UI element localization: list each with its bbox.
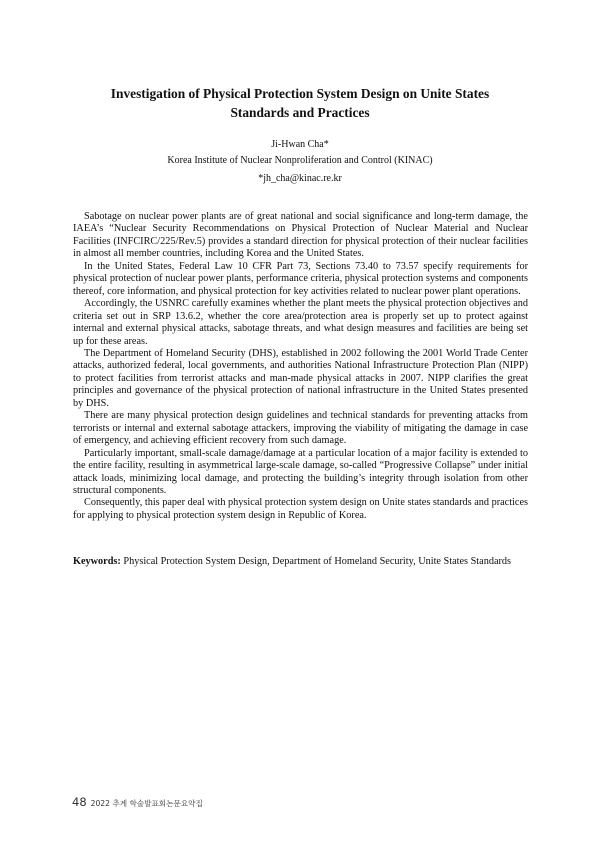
- page-footer: [72, 791, 203, 810]
- abstract-paragraph: Consequently, this paper deal with physical protection system design on Unite states standards and practices for applying to physical protection system design in Republic of Korea.: [73, 497, 528, 521]
- keywords: [73, 556, 528, 568]
- author-affiliation: Korea Institute of Nuclear Nonproliferation and Control (KINAC): [167, 155, 433, 166]
- abstract-body: [73, 211, 528, 522]
- footer-text: 2022 추계 학술발표회논문요약집: [90, 799, 203, 808]
- abstract-paragraph: Particularly important, small-scale damage/damage at a particular location of a major facility is extended to the entire facility, resulting in asymmetrical large-scale damage, so-called “Progressive Collapse” under initial attack loads, minimizing local damage, and protecting the building’s integrity through isolation from other structural components.: [73, 447, 528, 496]
- author-email: *jh_cha@kinac.re.kr: [258, 173, 342, 184]
- page-number: 48: [72, 795, 87, 809]
- abstract-paragraph: In the United States, Federal Law 10 CFR Part 73, Sections 73.40 to 73.57 specify requirements for physical protection of nuclear power plants, performance criteria, physical protection systems and components thereof, core information, and physical protection for key activities related to nuclear power plant operations.: [73, 260, 528, 297]
- abstract-paragraph: Sabotage on nuclear power plants are of great national and social significance and long-term damage, the IAEA’s “Nuclear Security Recommendations on Physical Protection of Nuclear Material and Nuclear Facilities (INFCIRC/225/Rev.5) provides a standard direction for physical protection of their nuclear facilities in almost all member countries, including Korea and the United States.: [73, 211, 528, 260]
- author-name: Ji-Hwan Cha*: [271, 139, 329, 150]
- keywords-text: Physical Protection System Design, Department of Homeland Security, Unite States Standards: [123, 556, 512, 567]
- abstract-paragraph: Accordingly, the USNRC carefully examines whether the plant meets the physical protection objectives and criteria set out in SRP 13.6.2, whether the core area/protection area is properly set up to protect against internal and external physical attacks, sabotage threats, and what design measures and facilities are being set up for these areas.: [73, 298, 528, 347]
- paper-title: Investigation of Physical Protection System Design on Unite States Standards and Practices: [110, 86, 490, 120]
- abstract-paragraph: There are many physical protection design guidelines and technical standards for preventing attacks from terrorists or internal and external sabotage attackers, improving the viability of mitigating the damage in case of emergency, and achieving efficient recovery from such damage.: [73, 410, 528, 447]
- abstract-paragraph: The Department of Homeland Security (DHS), established in 2002 following the 2001 World Trade Center attacks, authorized federal, local governments, and authorities National Infrastructure Protection Plan (NIPP) to protect facilities from terrorist attacks and man-made physical attacks in 2007. NIPP clarifies the great principles and governance of the physical protection of national infrastructure in the United States presented by DHS.: [73, 347, 528, 409]
- keywords-label: Keywords:: [73, 556, 121, 567]
